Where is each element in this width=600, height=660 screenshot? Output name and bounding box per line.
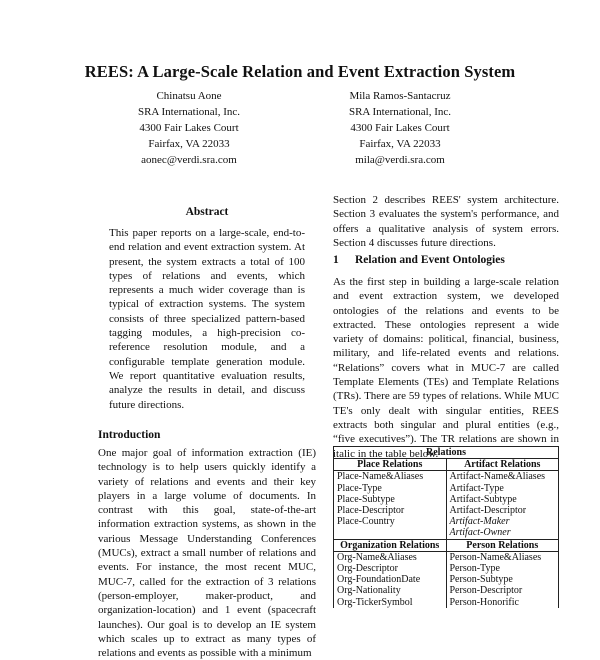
table-cell: Person-Subtype — [446, 574, 559, 585]
author-org: SRA International, Inc. — [137, 106, 241, 118]
table-title: Relations — [334, 447, 559, 459]
table-row — [334, 551, 559, 563]
table-cell — [334, 527, 447, 539]
table-row — [334, 516, 559, 527]
table-cell: Place-Type — [334, 483, 447, 494]
table-cell: Org-Descriptor — [334, 563, 447, 574]
table-cell: Place-Name&Aliases — [334, 471, 447, 483]
author-email: aonec@verdi.sra.com — [141, 154, 237, 166]
table-cell: Artifact-Name&Aliases — [446, 471, 559, 483]
table-row — [334, 471, 559, 483]
table-row — [334, 563, 559, 574]
table-header: Artifact Relations — [446, 459, 559, 471]
table-cell: Org-TickerSymbol — [334, 597, 447, 608]
section-overview-paragraph: Section 2 describes REES' system architecture. Section 3 evaluates the system's performance, and offers a qualitative analysis of system errors. Section 4 discusses future directions. — [333, 194, 559, 249]
table-row — [334, 585, 559, 596]
table-cell: Place-Subtype — [334, 494, 447, 505]
relations-table — [333, 446, 559, 608]
table-cell: Artifact-Owner — [446, 527, 559, 539]
table-cell: Org-FoundationDate — [334, 574, 447, 585]
table-header: Place Relations — [334, 459, 447, 471]
author-address: 4300 Fair Lakes Court — [139, 122, 239, 134]
table-cell: Place-Descriptor — [334, 505, 447, 516]
table-header: Organization Relations — [334, 539, 447, 551]
author-city: Fairfax, VA 22033 — [359, 138, 441, 150]
author-org: SRA International, Inc. — [348, 106, 452, 118]
table-cell: Place-Country — [334, 516, 447, 527]
table-cell: Artifact-Type — [446, 483, 559, 494]
author-name: Mila Ramos-Santacruz — [349, 90, 451, 102]
table-row — [334, 505, 559, 516]
table-row — [334, 483, 559, 494]
table-cell: Person-Honorific — [446, 597, 559, 608]
table-cell: Org-Name&Aliases — [334, 551, 447, 563]
table-cell: Person-Type — [446, 563, 559, 574]
table-cell: Org-Nationality — [334, 585, 447, 596]
author-address: 4300 Fair Lakes Court — [350, 122, 450, 134]
author-block-1 — [89, 88, 289, 168]
author-city: Fairfax, VA 22033 — [148, 138, 230, 150]
author-block-2 — [300, 88, 500, 168]
abstract-heading: Abstract — [185, 206, 229, 218]
abstract-body: This paper reports on a large-scale, end-to-end relation and event extraction system. At present, the system extracts a total of 100 types of relations and events, which represents a much wider coverage than is typical of extraction systems. The system consists of three specialized pattern-based tagging modules, a high-precision co-reference resolution module, and a configurable template generation module. We report quantitative evaluation results, analyze the results in detail, and discuss future directions. — [109, 227, 305, 411]
table-row — [334, 494, 559, 505]
table-cell: Artifact-Maker — [446, 516, 559, 527]
section-number: 1 — [333, 254, 339, 266]
introduction-heading: Introduction — [98, 429, 161, 441]
table-cell: Person-Name&Aliases — [446, 551, 559, 563]
table-row — [334, 574, 559, 585]
section-1-body: As the first step in building a large-scale relation and event extraction system, we developed ontologies of the relations and events to be extracted. These ontologies represent a wide variety of domains: political, financial, business, military, and life-related events and relations. “Relations” covers what in MUC-7 are called Template Elements (TEs) and Template Relations (TRs). There are 59 types of relations. While MUC TE's only dealt with singular entities, REES extracts both singular and plural entities (e.g., “five executives”). The TR relations are shown in italic in the table below. — [333, 276, 559, 460]
introduction-body: One major goal of information extraction (IE) technology is to help users quickly identify a variety of relations and events and their key players in a large volume of documents. In contrast with this goal, state-of-the-art information extraction systems, as shown in the various Message Understanding Conferences (MUCs), extract a small number of relations and events. For instance, the most recent MUC, MUC-7, called for the extraction of 3 relations (person-employer, maker-product, and organization-location) and 1 event (spacecraft launches). Our goal is to develop an IE system which scales up to extract as many types of relations and events as possible with a minimum — [98, 447, 316, 660]
table-cell: Artifact-Descriptor — [446, 505, 559, 516]
table-row — [334, 527, 559, 539]
table-header: Person Relations — [446, 539, 559, 551]
section-1-heading — [333, 254, 505, 266]
paper-title: REES: A Large-Scale Relation and Event Extraction System — [84, 62, 516, 81]
table-cell: Person-Descriptor — [446, 585, 559, 596]
table-cell: Artifact-Subtype — [446, 494, 559, 505]
section-title: Relation and Event Ontologies — [355, 254, 505, 266]
table-row — [334, 597, 559, 608]
author-name: Chinatsu Aone — [156, 90, 222, 102]
author-email: mila@verdi.sra.com — [355, 154, 445, 166]
